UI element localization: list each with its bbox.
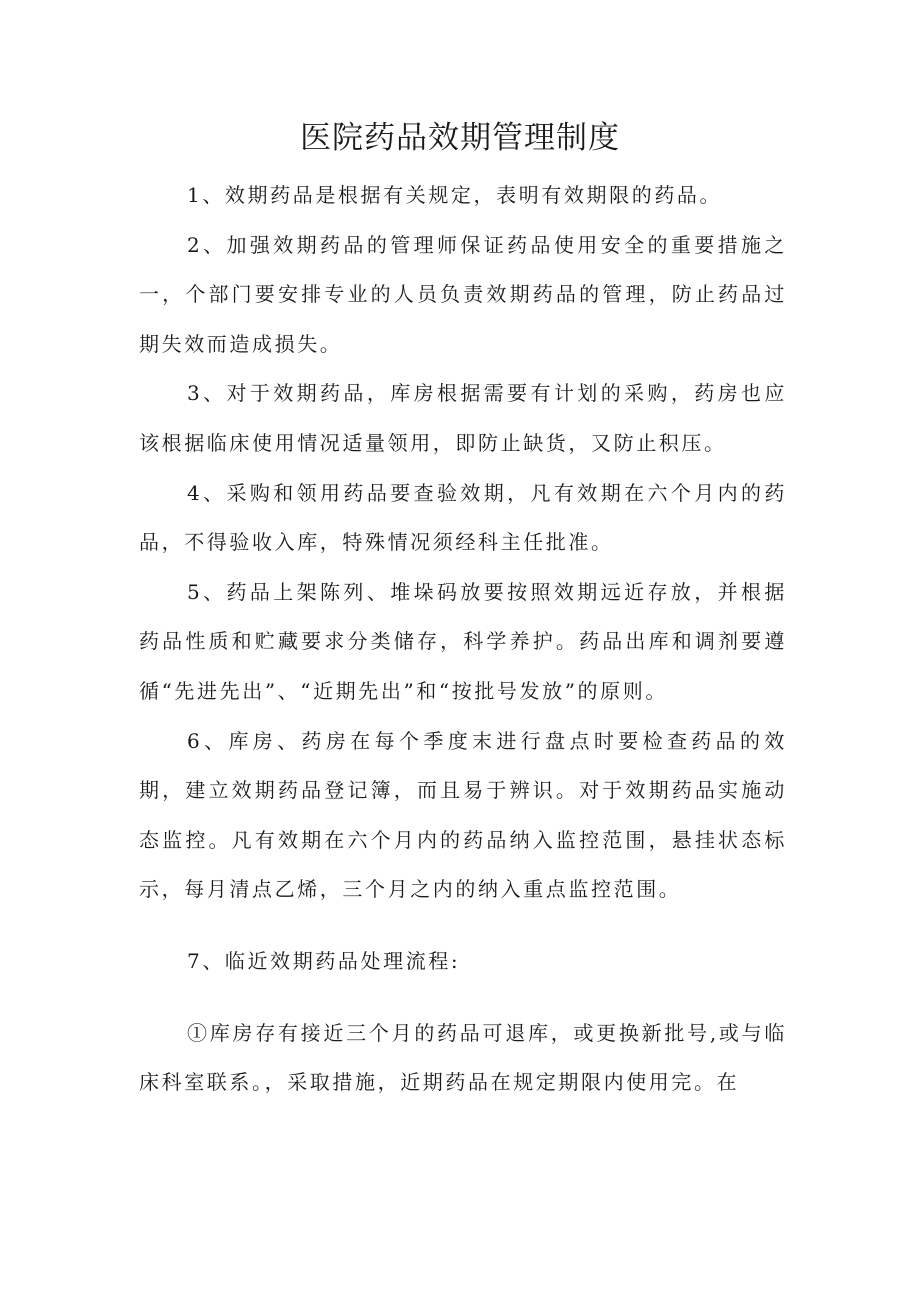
paragraph-7: 7、临近效期药品处理流程: [187, 948, 461, 973]
paragraph-5: 5、药品上架陈列、堆垛码放要按照效期远近存放，并根据药品性质和贮藏要求分类储存，科学养护。药品出库和调剂要遵循“先进先出”、“近期先出”和“按批号发放”的原则。 [139, 579, 787, 703]
paragraph-4: 4、采购和领用药品要查验效期，凡有效期在六个月内的药品，不得验收入库，特殊情况须经科主任批准。 [139, 480, 787, 555]
paragraph-1: 1、效期药品是根据有关规定，表明有效期限的药品。 [187, 183, 723, 207]
paragraph-6: 6、库房、药房在每个季度末进行盘点时要检查药品的效期，建立效期药品登记簿，而且易于辨识。对于效期药品实施动态监控。凡有效期在六个月内的药品纳入监控范围，悬挂状态标示，每月清点乙烯，三个月之内的纳入重点监控范围。 [139, 728, 787, 902]
paragraph-2: 2、加强效期药品的管理师保证药品使用安全的重要措施之一，个部门要安排专业的人员负责效期药品的管理，防止药品过期失效而造成损失。 [139, 232, 787, 356]
document-title: 医院药品效期管理制度 [300, 120, 620, 156]
paragraph-8: ①库房存有接近三个月的药品可退库，或更换新批号,或与临床科室联系。，采取措施，近期药品在规定期限内使用完。在 [139, 1020, 787, 1095]
paragraph-3: 3、对于效期药品，库房根据需要有计划的采购，药房也应该根据临床使用情况适量领用，即防止缺货，又防止积压。 [139, 381, 787, 455]
document-body [139, 171, 787, 1108]
